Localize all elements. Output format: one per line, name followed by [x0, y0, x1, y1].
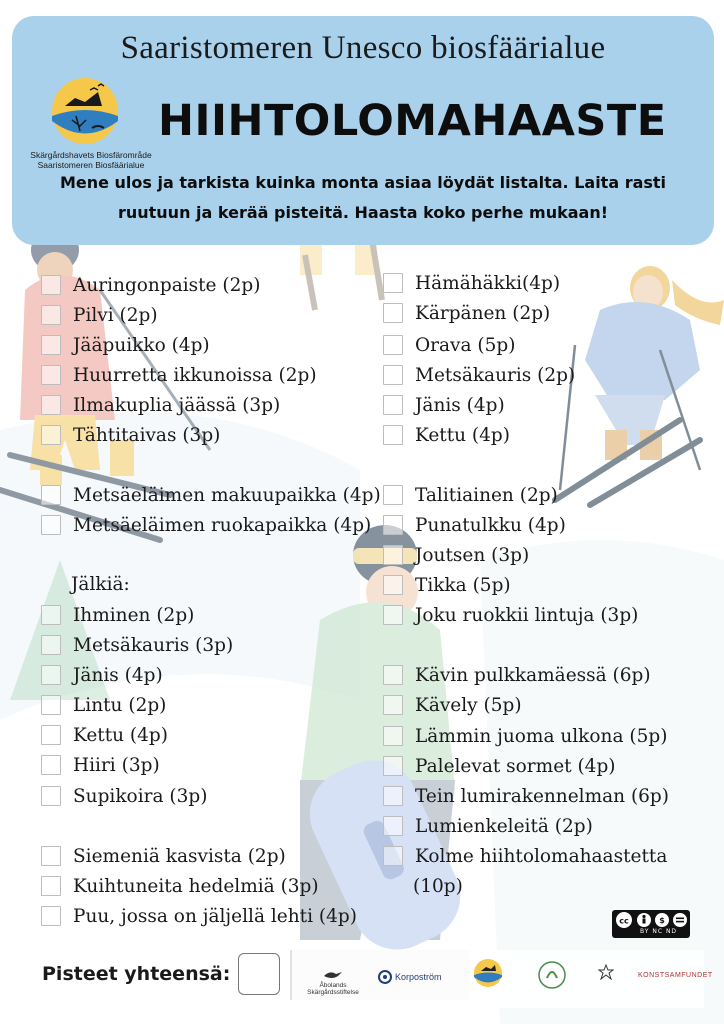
checklist-item[interactable]: Kettu (4p) — [383, 420, 510, 450]
checklist-item[interactable]: Tein lumirakennelman (6p) — [383, 781, 669, 811]
checklist-item[interactable]: Lämmin juoma ulkona (5p) — [383, 721, 667, 751]
checkbox[interactable] — [41, 425, 61, 445]
creative-commons-badge: cc $ BY NC ND — [612, 910, 690, 938]
checkbox[interactable] — [383, 786, 403, 806]
checklist-item[interactable]: Lintu (2p) — [41, 690, 166, 720]
checkbox[interactable] — [41, 725, 61, 745]
checkbox[interactable] — [41, 635, 61, 655]
checkbox[interactable] — [383, 575, 403, 595]
checkbox[interactable] — [41, 755, 61, 775]
checklist-item[interactable]: Jänis (4p) — [383, 390, 505, 420]
checklist-item[interactable]: Metsäeläimen makuupaikka (4p) — [41, 480, 381, 510]
biosphere-logo-icon — [50, 76, 120, 146]
checklist-item-continuation: (10p) — [413, 876, 463, 897]
logo-caption: Skärgårdshavets Biosfärområde Saaristomeren Biosfäärialue — [30, 150, 152, 170]
biosphere-small-logo-icon — [473, 958, 503, 988]
checkbox[interactable] — [383, 395, 403, 415]
skier-right-illustration — [555, 266, 724, 505]
checklist-item[interactable]: Huurretta ikkunoissa (2p) — [41, 360, 317, 390]
checkbox[interactable] — [41, 275, 61, 295]
checkbox[interactable] — [383, 515, 403, 535]
checklist-item[interactable]: Punatulkku (4p) — [383, 510, 566, 540]
checkbox[interactable] — [383, 665, 403, 685]
checkbox[interactable] — [41, 786, 61, 806]
checklist-item[interactable]: Jääpuikko (4p) — [41, 330, 210, 360]
checkbox[interactable] — [41, 906, 61, 926]
tracks-heading: Jälkiä: — [71, 574, 130, 595]
svg-text:$: $ — [659, 916, 665, 925]
checklist-item[interactable]: Palelevat sormet (4p) — [383, 751, 616, 781]
checklist-item[interactable]: Supikoira (3p) — [41, 781, 207, 811]
checklist-item[interactable]: Joutsen (3p) — [383, 540, 529, 570]
checklist-item[interactable]: Ihminen (2p) — [41, 600, 194, 630]
checklist-item[interactable]: Kuihtuneita hedelmiä (3p) — [41, 871, 319, 901]
checkbox[interactable] — [383, 485, 403, 505]
checkbox[interactable] — [41, 665, 61, 685]
checkbox[interactable] — [383, 335, 403, 355]
sponsor-logo: Åbolands Skärgårdsstiftelse — [298, 968, 368, 996]
bird-logo-icon — [322, 968, 344, 980]
sponsor-logo: Korpoström — [378, 970, 448, 984]
checkbox[interactable] — [41, 515, 61, 535]
checkbox[interactable] — [41, 846, 61, 866]
checklist-item[interactable]: Ilmakuplia jäässä (3p) — [41, 390, 280, 420]
kulturfonden-logo-icon — [598, 964, 614, 980]
checklist-item[interactable]: Pilvi (2p) — [41, 300, 158, 330]
checklist-item[interactable]: Metsäeläimen ruokapaikka (4p) — [41, 510, 371, 540]
checkbox[interactable] — [383, 695, 403, 715]
checklist-item[interactable]: Jänis (4p) — [41, 660, 163, 690]
checkbox[interactable] — [383, 303, 403, 323]
checkbox[interactable] — [383, 425, 403, 445]
checkbox[interactable] — [41, 695, 61, 715]
checkbox[interactable] — [383, 545, 403, 565]
total-points-box[interactable] — [238, 953, 280, 995]
svg-text:cc: cc — [619, 916, 629, 926]
checkbox[interactable] — [383, 756, 403, 776]
checkbox[interactable] — [383, 846, 403, 866]
checklist-item[interactable]: Hämähäkki(4p) — [383, 268, 560, 298]
sponsor-logo — [588, 964, 624, 982]
checklist-item[interactable]: Orava (5p) — [383, 330, 515, 360]
checkbox[interactable] — [383, 605, 403, 625]
checklist-item[interactable]: Tähtitaivas (3p) — [41, 420, 220, 450]
checkbox[interactable] — [41, 876, 61, 896]
total-points-row — [42, 953, 280, 995]
cc-by-nc-nd-icon — [612, 910, 690, 928]
checklist-item[interactable]: Tikka (5p) — [383, 570, 511, 600]
checklist-item[interactable]: Kolme hiihtolomahaastetta — [383, 841, 667, 871]
checklist-item[interactable]: Hiiri (3p) — [41, 750, 160, 780]
sponsor-logos — [292, 950, 713, 1008]
sponsor-logo: KONSTSAMFUNDET — [638, 972, 713, 979]
challenge-title: HIIHTOLOMAHAASTE — [158, 96, 667, 146]
checklist-item[interactable]: Metsäkauris (3p) — [41, 630, 233, 660]
checklist-item[interactable]: Kävely (5p) — [383, 690, 522, 720]
checklist-item[interactable]: Metsäkauris (2p) — [383, 360, 575, 390]
korpostrom-logo-icon — [378, 970, 392, 984]
checkbox[interactable] — [383, 365, 403, 385]
intro-text: Mene ulos ja tarkista kuinka monta asiaa löydät listalta. Laita rasti ruutuun ja kerää pisteitä. Haasta koko perhe mukaan! — [59, 173, 667, 222]
checklist-item[interactable]: Auringonpaiste (2p) — [41, 270, 260, 300]
sponsor-logo — [532, 960, 572, 992]
checklist-item[interactable]: Puu, jossa on jäljellä lehti (4p) — [41, 901, 357, 931]
checklist-item[interactable]: Talitiainen (2p) — [383, 480, 558, 510]
header-banner — [12, 16, 714, 245]
checkbox[interactable] — [41, 485, 61, 505]
checkbox[interactable] — [383, 726, 403, 746]
renlund-logo-icon — [537, 960, 567, 990]
checklist-item[interactable]: Lumienkeleitä (2p) — [383, 811, 593, 841]
checklist-item[interactable]: Kärpänen (2p) — [383, 298, 550, 328]
sponsor-logo — [470, 958, 506, 990]
checkbox[interactable] — [41, 395, 61, 415]
checkbox[interactable] — [383, 273, 403, 293]
checkbox[interactable] — [383, 816, 403, 836]
checklist-item[interactable]: Kävin pulkkamäessä (6p) — [383, 660, 651, 690]
checklist-item[interactable]: Siemeniä kasvista (2p) — [41, 841, 286, 871]
checkbox[interactable] — [41, 605, 61, 625]
total-points-label: Pisteet yhteensä: — [42, 963, 231, 985]
checkbox[interactable] — [41, 365, 61, 385]
region-title: Saaristomeren Unesco biosfäärialue — [120, 30, 606, 66]
checkbox[interactable] — [41, 305, 61, 325]
checkbox[interactable] — [41, 335, 61, 355]
checklist-item[interactable]: Kettu (4p) — [41, 720, 168, 750]
checklist-item[interactable]: Joku ruokkii lintuja (3p) — [383, 600, 638, 630]
